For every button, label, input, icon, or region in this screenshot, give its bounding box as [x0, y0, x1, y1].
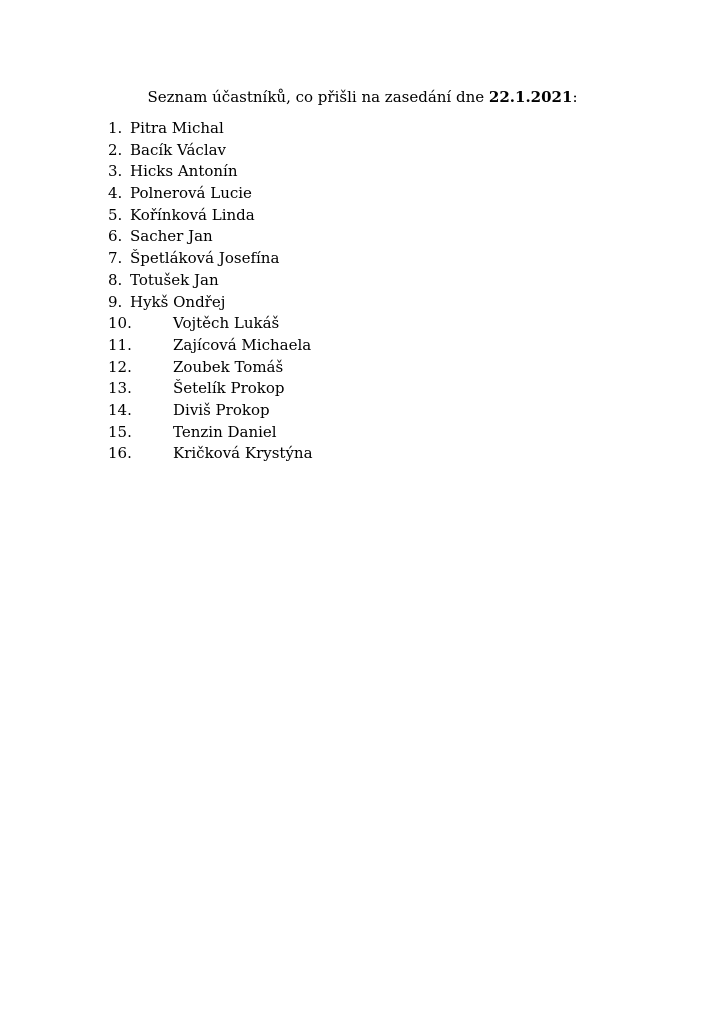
- participant-name: Vojtěch Lukáš: [173, 314, 280, 333]
- participant-name: Hykš Ondřej: [130, 292, 226, 311]
- participant-name: Sacher Jan: [130, 227, 213, 246]
- participant-name: Špetláková Josefína: [130, 249, 280, 268]
- page-title: [0, 87, 725, 107]
- participant-name: Bacík Václav: [130, 140, 227, 159]
- list-item-number: 2.: [108, 140, 123, 159]
- heading-colon: :: [572, 88, 578, 106]
- list-item-number: 16.: [108, 444, 132, 463]
- list-item-number: 3.: [108, 162, 123, 181]
- participant-name: Kořínková Linda: [130, 205, 255, 224]
- list-item-number: 10.: [108, 314, 132, 333]
- list-item-number: 12.: [108, 357, 132, 376]
- heading-text: Seznam účastníků, co přišli na zasedání dne: [147, 88, 489, 106]
- list-item-number: 7.: [108, 249, 123, 268]
- meeting-date: 22.1.2021: [488, 88, 573, 106]
- participant-name: Totušek Jan: [130, 270, 219, 289]
- participant-name: Kričková Krystýna: [173, 444, 313, 463]
- list-item-number: 11.: [108, 335, 132, 354]
- list-item-number: 13.: [108, 379, 132, 398]
- participant-name: Zoubek Tomáš: [173, 357, 284, 376]
- list-item-number: 6.: [108, 227, 123, 246]
- list-item-number: 8.: [108, 270, 123, 289]
- list-item-number: 5.: [108, 205, 123, 224]
- participant-name: Pitra Michal: [130, 119, 224, 137]
- participant-name: Zajícová Michaela: [173, 335, 312, 354]
- list-item-number: 15.: [108, 422, 132, 441]
- participant-name: Tenzin Daniel: [173, 422, 277, 441]
- list-item-number: 9.: [108, 292, 123, 311]
- list-item-number: 1.: [108, 119, 123, 137]
- participant-name: Šetelík Prokop: [173, 379, 285, 398]
- list-item-number: 14.: [108, 400, 132, 419]
- participant-name: Hicks Antonín: [130, 162, 238, 181]
- participant-name: Diviš Prokop: [173, 400, 270, 419]
- list-item-number: 4.: [108, 184, 123, 203]
- participant-name: Polnerová Lucie: [130, 184, 252, 203]
